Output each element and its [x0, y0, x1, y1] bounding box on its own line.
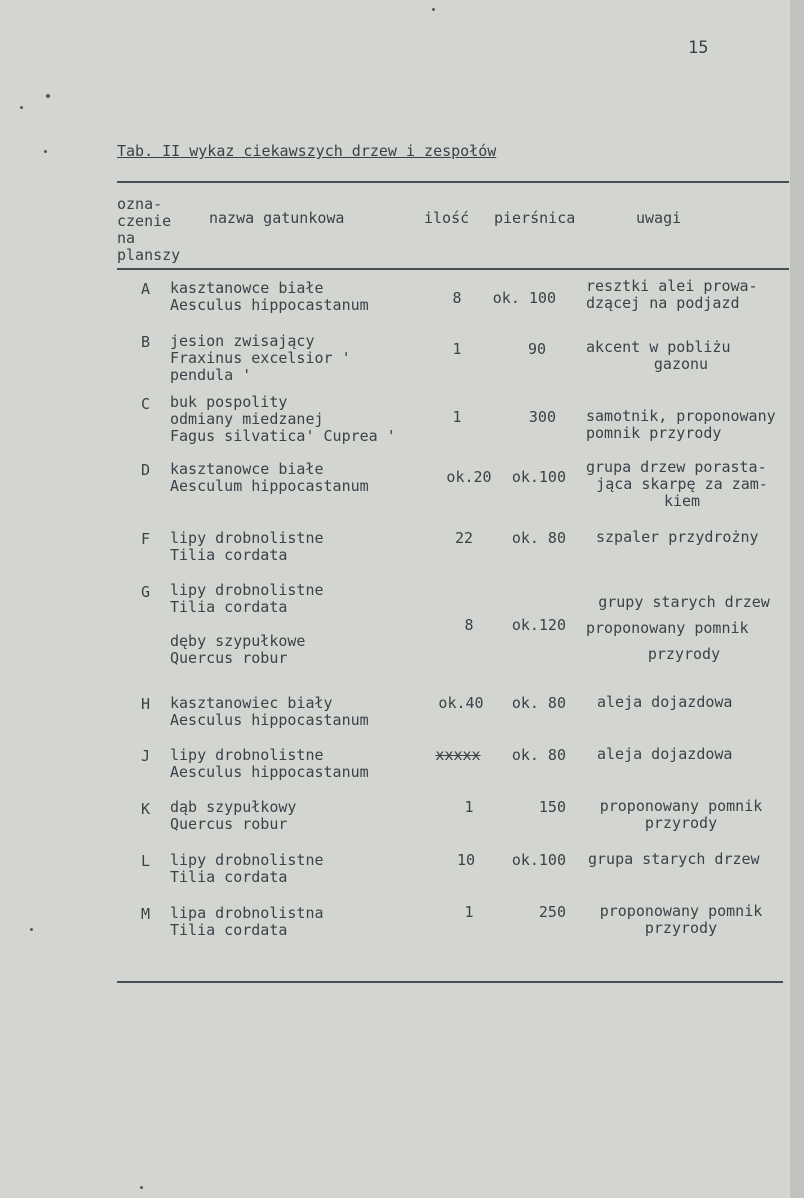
remark-line: przyrody — [644, 919, 718, 937]
row-remarks — [586, 278, 758, 312]
species-line: lipy drobnolistne — [170, 851, 324, 869]
row-quantity: 1 — [464, 798, 474, 816]
species-line: lipy drobnolistne — [170, 529, 324, 547]
row-quantity-struck: xxxxx — [435, 746, 481, 764]
row-circumference: ok. 80 — [511, 529, 566, 547]
remark-line: samotnik, proponowany — [586, 407, 776, 425]
row-circumference: ok.120 — [511, 616, 566, 634]
row-circumference: ok. 100 — [492, 289, 556, 307]
species-line: Tilia cordata — [170, 598, 288, 616]
row-remarks — [586, 339, 776, 373]
row-remarks — [586, 459, 778, 510]
row-circumference: ok. 80 — [511, 746, 566, 764]
row-circumference: 250 — [538, 903, 566, 921]
species-line: Tilia cordata — [170, 546, 288, 564]
header-quantity: ilość — [424, 209, 470, 227]
remark-line: grupa starych drzew — [588, 850, 760, 868]
remark-line: proponowany pomnik — [599, 797, 763, 815]
header-designation-line: czenie — [117, 212, 172, 230]
remark-line: dzącej na podjazd — [586, 294, 740, 312]
species-line: Aesculus hippocastanum — [170, 296, 369, 314]
row-circumference: 150 — [538, 798, 566, 816]
species-line: Aesculus hippocastanum — [170, 711, 369, 729]
row-letter: B — [140, 333, 150, 351]
row-circumference: ok.100 — [511, 468, 566, 486]
species-line: kasztanowiec biały — [170, 694, 333, 712]
species-line — [170, 616, 324, 633]
species-line: Fagus silvatica' Cuprea ' — [170, 427, 396, 445]
species-line: jesion zwisający — [170, 332, 315, 350]
remark-line: pomnik przyrody — [586, 424, 722, 442]
row-circumference: ok. 80 — [511, 694, 566, 712]
row-remarks — [597, 746, 732, 763]
species-line: Tilia cordata — [170, 868, 288, 886]
row-remarks — [586, 589, 782, 667]
remark-line: jąca skarpę za zam- — [596, 475, 768, 493]
header-designation-line: ozna- — [117, 195, 163, 213]
row-letter: G — [140, 583, 150, 601]
scan-speck — [20, 106, 23, 109]
species-line: Aesculus hippocastanum — [170, 763, 369, 781]
scan-speck — [432, 8, 435, 11]
remark-line: proponowany pomnik — [586, 619, 749, 637]
row-species — [170, 747, 369, 781]
row-letter: A — [140, 280, 150, 298]
species-line: Aesculum hippocastanum — [170, 477, 369, 495]
species-line: dęby szypułkowe — [170, 632, 306, 650]
header-circumference: pierśnica — [494, 209, 576, 227]
remark-line: aleja dojazdowa — [597, 745, 733, 763]
species-line: Tilia cordata — [170, 921, 288, 939]
row-letter: H — [140, 695, 150, 713]
species-line: kasztanowce białe — [170, 460, 324, 478]
scan-speck — [44, 150, 47, 153]
header-species-name: nazwa gatunkowa — [209, 209, 345, 227]
row-quantity: 8 — [464, 616, 474, 634]
row-remarks — [586, 408, 776, 442]
row-remarks — [588, 851, 760, 868]
row-letter: C — [140, 395, 150, 413]
row-remarks — [586, 903, 776, 937]
remark-line: kiem — [663, 492, 701, 510]
remark-line: akcent w pobliżu — [586, 338, 731, 356]
remark-line: grupa drzew porasta- — [586, 458, 767, 476]
species-line: Fraxinus excelsior ' — [170, 349, 351, 367]
row-species — [170, 799, 296, 833]
page-number: 15 — [688, 38, 709, 58]
remark-line: przyrody — [644, 814, 718, 832]
row-remarks — [597, 694, 732, 711]
row-circumference: ok.100 — [511, 851, 566, 869]
row-species — [170, 333, 351, 384]
remark-line: proponowany pomnik — [599, 902, 763, 920]
remark-line: szpaler przydrożny — [596, 528, 759, 546]
species-line: lipy drobnolistne — [170, 581, 324, 599]
row-quantity: 22 — [454, 529, 474, 547]
header-designation-line: planszy — [117, 246, 181, 264]
species-line: Quercus robur — [170, 815, 288, 833]
row-quantity: ok.40 — [438, 694, 484, 712]
scan-speck — [30, 928, 33, 931]
row-quantity: 1 — [452, 340, 462, 358]
table-top-rule — [117, 181, 789, 183]
remark-line: aleja dojazdowa — [597, 693, 733, 711]
row-quantity: 1 — [464, 903, 474, 921]
row-letter: K — [140, 800, 150, 818]
row-letter: L — [140, 852, 150, 870]
header-designation — [117, 196, 180, 264]
row-quantity: ok.20 — [446, 468, 492, 486]
species-line: lipy drobnolistne — [170, 746, 324, 764]
remark-line: resztki alei prowa- — [586, 277, 758, 295]
remark-line: gazonu — [653, 355, 709, 373]
row-species — [170, 394, 396, 445]
page-edge — [790, 0, 804, 1198]
row-letter: D — [140, 461, 150, 479]
row-circumference: 90 — [527, 340, 546, 358]
row-letter: J — [140, 747, 150, 765]
header-remarks: uwagi — [636, 209, 682, 227]
row-species — [170, 280, 369, 314]
row-letter: M — [140, 905, 150, 923]
row-remarks — [586, 798, 776, 832]
remark-line: grupy starych drzew — [598, 593, 770, 611]
species-line: buk pospolity — [170, 393, 288, 411]
species-line: dąb szypułkowy — [170, 798, 297, 816]
species-line: pendula ' — [170, 366, 252, 384]
species-line: kasztanowce białe — [170, 279, 324, 297]
row-circumference: 300 — [528, 408, 556, 426]
header-bottom-rule — [117, 268, 789, 270]
row-species — [170, 530, 324, 564]
row-quantity: 1 — [452, 408, 462, 426]
row-quantity: 8 — [452, 289, 462, 307]
row-species — [170, 695, 369, 729]
scan-speck — [140, 1186, 143, 1189]
row-species — [170, 905, 324, 939]
table-title: Tab. II wykaz ciekawszych drzew i zespołów — [117, 142, 497, 160]
header-designation-line: na — [117, 229, 136, 247]
species-line: lipa drobnolistna — [170, 904, 324, 922]
row-species — [170, 852, 324, 886]
species-line: odmiany miedzanej — [170, 410, 324, 428]
row-quantity: 10 — [456, 851, 476, 869]
species-line: Quercus robur — [170, 649, 288, 667]
table-bottom-rule — [117, 981, 783, 983]
row-letter: F — [140, 530, 150, 548]
row-species — [170, 461, 369, 495]
row-remarks — [596, 529, 759, 546]
scan-speck — [46, 94, 50, 98]
remark-line: przyrody — [647, 645, 721, 663]
row-species — [170, 582, 324, 667]
